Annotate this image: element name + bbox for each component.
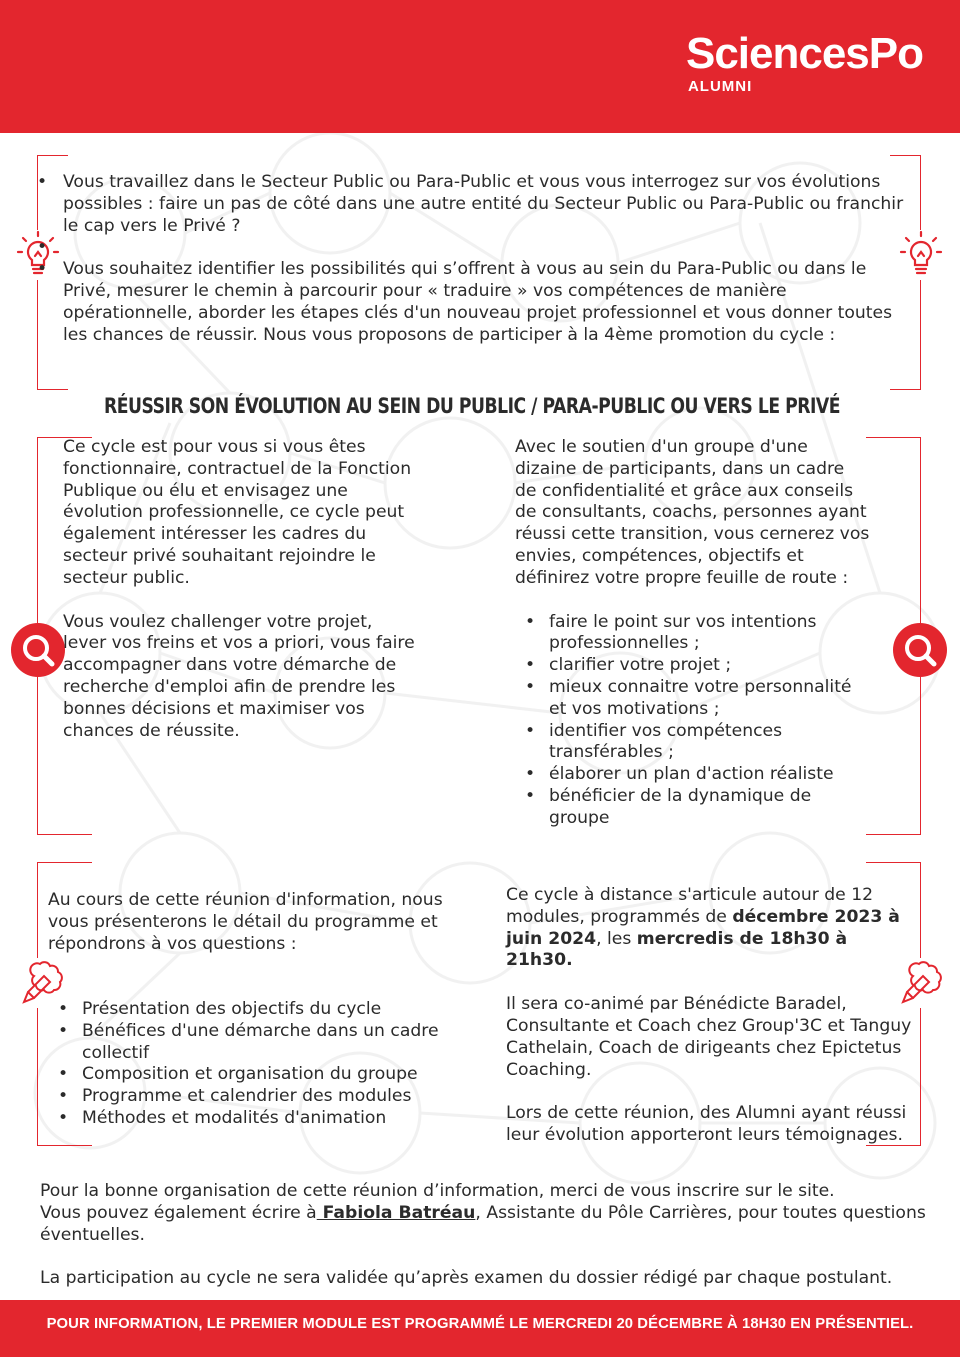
search-icon bbox=[10, 622, 66, 678]
facilitators-paragraph: Il sera co-animé par Bénédicte Baradel, Consultante et Coach chez Group'3C et Tanguy Cathelain, Coach de dirigeants chez Epictetus Coaching. bbox=[506, 994, 912, 1080]
right-block bbox=[515, 437, 870, 830]
registration-note: Pour la bonne organisation de cette réunion d’information, merci de vous inscrire sur le site. bbox=[40, 1181, 835, 1201]
logo-wordmark: SciencesPo bbox=[685, 29, 923, 78]
logo-subtitle: ALUMNI bbox=[687, 78, 753, 95]
schedule-block bbox=[506, 885, 916, 1147]
intro-item: • Vous souhaitez identifier les possibilités qui s’offrent à vous au sein du Para-Public ou dans le Privé, mesurer le chemin à parcourir pour « traduire » vos compétences de manière opérationnelle, aborder les étapes clés d'un nouveau projet professionnel et vous donner toutes les chances de réussir. Nous vous proposons de participer à la 4ème promotion du cycle : bbox=[37, 259, 907, 346]
intro-item: • Vous travaillez dans le Secteur Public ou Para-Public et vous vous interrogez sur vos évolutions possibles : faire un pas de côté dans une autre entité du Secteur Public ou Para-Public ou franchir le cap vers le Privé ? bbox=[37, 172, 907, 237]
sciencespo-alumni-logo[interactable] bbox=[686, 30, 923, 96]
objective-item: • clarifier votre projet ; bbox=[515, 655, 870, 677]
schedule-dates: décembre 2023 à juin 2024 bbox=[506, 906, 900, 949]
objective-item: • identifier vos compétences transférables ; bbox=[515, 721, 870, 765]
agenda-item: • Méthodes et modalités d'animation bbox=[48, 1108, 468, 1130]
contact-note: Vous pouvez également écrire à Fabiola Batréau, Assistante du Pôle Carrières, pour toutes questions éventuelles. bbox=[40, 1202, 926, 1245]
closing-section bbox=[40, 1181, 945, 1290]
search-icon bbox=[892, 622, 948, 678]
objective-item: • bénéficier de la dynamique de groupe bbox=[515, 786, 870, 830]
header-banner bbox=[0, 0, 960, 133]
intro-section bbox=[37, 172, 907, 347]
schedule-time: mercredis de 18h30 à 21h30. bbox=[506, 928, 848, 971]
agenda-item: • Programme et calendrier des modules bbox=[48, 1086, 468, 1108]
agenda-item: • Composition et organisation du groupe bbox=[48, 1064, 468, 1086]
testimonials-paragraph: Lors de cette réunion, des Alumni ayant réussi leur évolution apporteront leurs témoignages. bbox=[506, 1103, 907, 1146]
agenda-item: • Présentation des objectifs du cycle bbox=[48, 999, 468, 1021]
meeting-intro: Au cours de cette réunion d'information, nous vous présenterons le détail du programme et répondrons à vos questions : bbox=[48, 890, 443, 954]
objective-item: • faire le point sur vos intentions professionnelles ; bbox=[515, 612, 870, 656]
spacer bbox=[37, 237, 907, 259]
contact-link[interactable]: Fabiola Batréau bbox=[316, 1202, 476, 1223]
validation-note: La participation au cycle ne sera validée qu’après examen du dossier rédigé par chaque postulant. bbox=[40, 1268, 893, 1289]
footer-info: POUR INFORMATION, LE PREMIER MODULE EST PROGRAMMÉ LE MERCREDI 20 DÉCEMBRE À 18H30 EN PRÉSENTIEL. bbox=[46, 1316, 914, 1332]
schedule-paragraph: Ce cycle à distance s'articule autour de 12 modules, programmés de décembre 2023 à juin 2024, les mercredis de 18h30 à 21h30. bbox=[506, 885, 900, 971]
left-paragraph-goals: Vous voulez challenger votre projet, lever vos freins et vos a priori, vous faire accompagner dans votre démarche de recherche d'emploi afin de prendre les bonnes décisions et maximiser vos chances de réussite. bbox=[63, 611, 415, 741]
left-block bbox=[63, 437, 418, 742]
right-paragraph-support: Avec le soutien d'un groupe d'une dizaine de participants, dans un cadre de confidentialité et grâce aux conseils de consultants, coachs, personnes ayant réussi cette transition, vous cernerez vos envies, compétences, objectifs et définirez votre propre feuille de route : bbox=[515, 437, 870, 588]
meeting-agenda bbox=[48, 999, 468, 1130]
left-paragraph-audience: Ce cycle est pour vous si vous êtes fonctionnaire, contractuel de la Fonction Publique ou élu et envisagez une évolution professionnelle, ce cycle peut également intéresser les cadres du secteur privé souhaitant rejoindre le secteur public. bbox=[63, 437, 412, 588]
objective-item: • élaborer un plan d'action réaliste bbox=[515, 764, 870, 786]
objective-item: • mieux connaitre votre personnalité et vos motivations ; bbox=[515, 677, 870, 721]
cycle-title: RÉUSSIR SON ÉVOLUTION AU SEIN DU PUBLIC / PARA-PUBLIC OU VERS LE PRIVÉ bbox=[103, 394, 841, 418]
agenda-item: • Bénéfices d'une démarche dans un cadre collectif bbox=[48, 1021, 468, 1065]
